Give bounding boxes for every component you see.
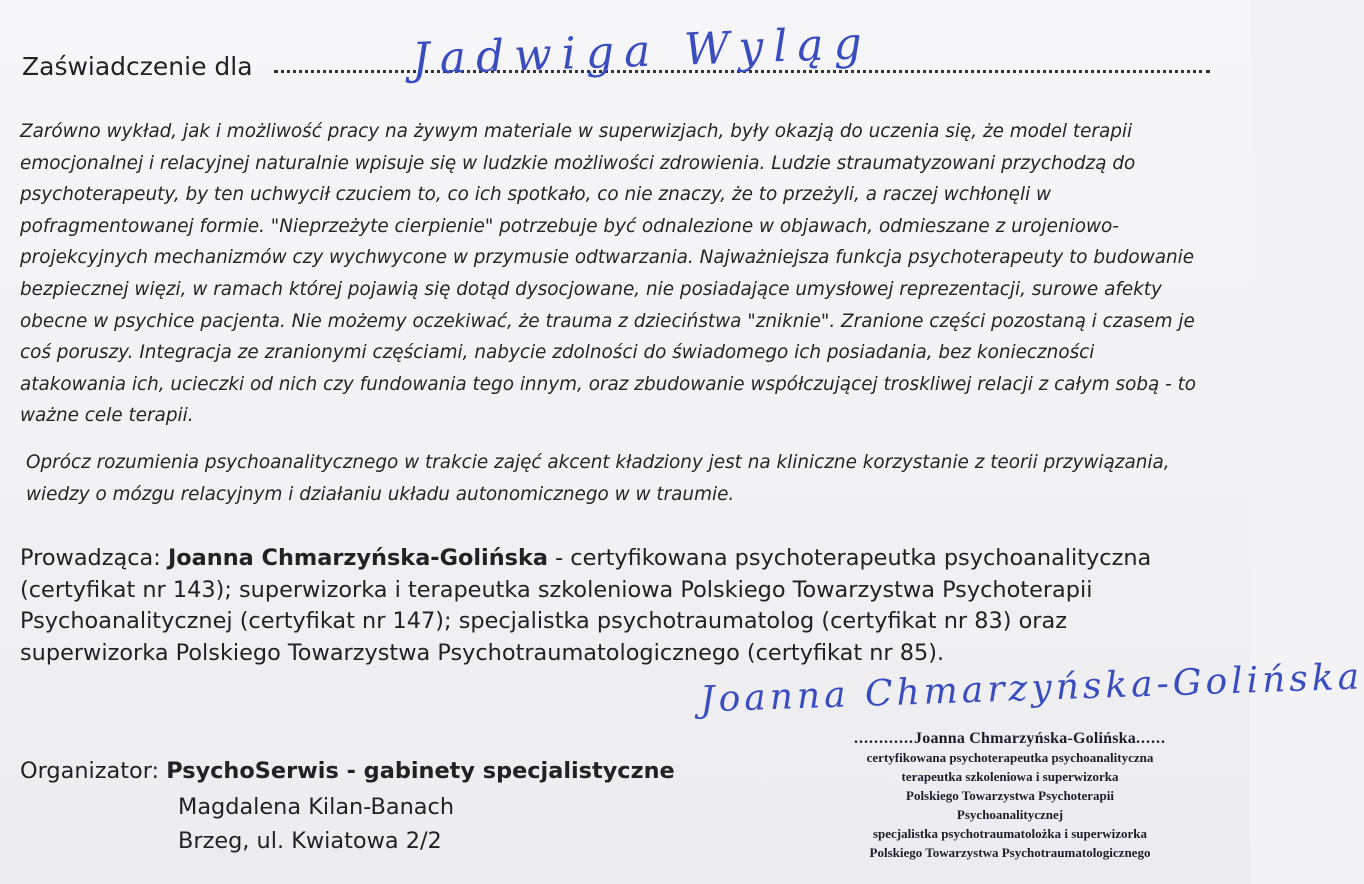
stamp-line-5: specjalistka psychotraumatolożka i superwizorka bbox=[872, 826, 1148, 841]
organizer-person: Magdalena Kilan-Banach bbox=[178, 794, 455, 820]
lead-name: Joanna Chmarzyńska-Golińska bbox=[167, 545, 548, 571]
lead-section bbox=[20, 543, 1220, 669]
stamp-name-row bbox=[760, 730, 1260, 748]
stamp-dots-right: ...... bbox=[1135, 730, 1166, 747]
description-paragraph-1: Zarówno wykład, jak i możliwość pracy na żywym materiale w superwizjach, były okazją do uczenia się, że model terapii emocjonalnej i relacyjnej naturalnie wpisuje się w ludzkie możliwości zdrowienia. Ludzie straumatyzowani przychodzą do psychoterapeuty, by ten uchwycił czuciem to, co ich spotkało, co nie znaczy, że to przeżyli, a raczej wchłonęli w pofragmentowanej formie. "Nieprzeżyte cierpienie" potrzebuje być odnalezione w objawach, odmieszane z urojeniowo-projekcyjnych mechanizmów czy wychwycone w przymusie odtwarzania. Najważniejsza funkcja psychoterapeuty to budowanie bezpiecznej więzi, w ramach której pojawią się dotąd dysocjowane, nie posiadające umysłowej reprezentacji, surowe afekty obecne w psychice pacjenta. Nie możemy oczekiwać, że trauma z dzieciństwa "zniknie". Zranione części pozostaną i czasem je coś poruszy. Integracja ze zranionymi częściami, nabycie zdolności do świadomego ich posiadania, bez konieczności atakowania ich, ucieczki od nich czy fundowania tego innym, oraz zbudowanie współczującej troskliwej relacji z całym sobą - to ważne cele terapii. bbox=[20, 121, 1197, 427]
certificate-heading bbox=[22, 17, 1212, 88]
organizer-name: PsychoSerwis - gabinety specjalistyczne bbox=[166, 758, 675, 784]
organizer-address: Brzeg, ul. Kwiatowa 2/2 bbox=[178, 828, 442, 854]
stamp-line-1: certyfikowana psychoterapeutka psychoanalityczna bbox=[866, 750, 1154, 765]
description-paragraph-2: Oprócz rozumienia psychoanalitycznego w trakcie zajęć akcent kładziony jest na kliniczne korzystanie z teorii przywiązania, wiedzy o mózgu relacyjnym i działaniu układu autonomicznego w w traumie. bbox=[26, 452, 1170, 505]
organizer-label: Organizator: bbox=[20, 758, 160, 784]
lead-label: Prowadząca: bbox=[20, 545, 161, 571]
signature-stamp bbox=[760, 730, 1260, 862]
organizer-section bbox=[20, 758, 675, 784]
heading-label: Zaświadczenie dla bbox=[22, 52, 253, 81]
handwritten-signature: Joanna Chmarzyńska-Golińska bbox=[699, 656, 1364, 721]
stamp-line-4: Psychoanalitycznej bbox=[956, 807, 1064, 822]
recipient-name-handwritten: Jadwiga Wyląg bbox=[411, 17, 873, 86]
stamp-line-6: Polskiego Towarzystwa Psychotraumatologicznego bbox=[869, 845, 1151, 860]
lead-description: - certyfikowana psychoterapeutka psychoanalityczna (certyfikat nr 143); superwizorka i terapeutka szkoleniowa Polskiego Towarzystwa Psychoterapii Psychoanalitycznej (certyfikat nr 147); specjalistka psychotraumatolog (certyfikat nr 83) oraz superwizorka Polskiego Towarzystwa Psychotraumatologicznego (certyfikat nr 85). bbox=[20, 545, 1152, 666]
stamp-line-3: Polskiego Towarzystwa Psychoterapii bbox=[906, 788, 1114, 803]
stamp-dots-left: ............ bbox=[854, 730, 915, 747]
stamp-line-2: terapeutka szkoleniowa i superwizorka bbox=[901, 769, 1119, 784]
stamp-name: Joanna Chmarzyńska-Golińska bbox=[914, 730, 1136, 747]
